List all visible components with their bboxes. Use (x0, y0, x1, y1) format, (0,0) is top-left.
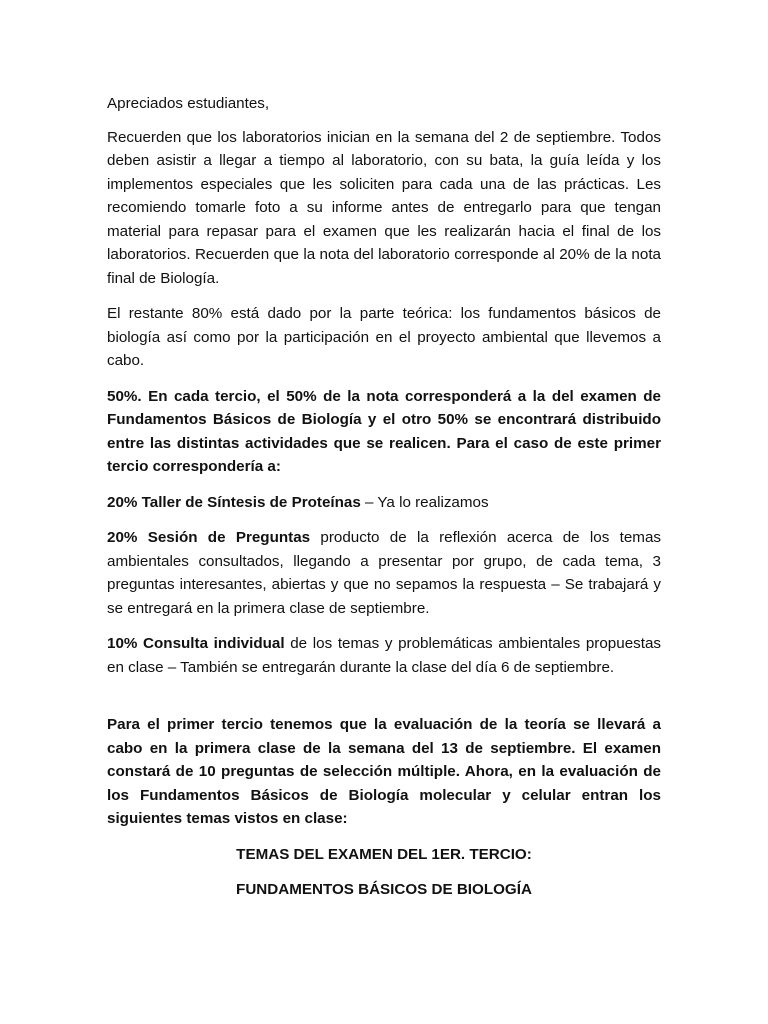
document-page (107, 92, 661, 914)
spacer (107, 691, 661, 713)
item-sesion-preguntas (107, 526, 661, 620)
item-taller-proteinas-text: – Ya lo realizamos (360, 493, 489, 511)
heading-fundamentos: FUNDAMENTOS BÁSICOS DE BIOLOGÍA (236, 881, 532, 898)
item-consulta-individual-text: de los temas y problemáticas ambientales propuestas en clase – También se entregarán durante la clase del día 6 de septiembre. (107, 635, 661, 676)
item-sesion-preguntas-text: producto de la reflexión acerca de los temas ambientales consultados, llegando a presentar por grupo, de cada tema, 3 preguntas interesantes, abiertas y que no sepamos la respuesta – Se trabajará y se entregará en la primera clase de septiembre. (107, 529, 661, 617)
paragraph-distribucion-nota: 50%. En cada tercio, el 50% de la nota corresponderá a la del examen de Fundamentos Básicos de Biología y el otro 50% se encontrará distribuido entre las distintas actividades que se realicen. Para el caso de este primer tercio correspondería a: (107, 387, 661, 475)
item-taller-proteinas-title: 20% Taller de Síntesis de Proteínas (107, 493, 361, 511)
greeting: Apreciados estudiantes, (107, 95, 270, 112)
paragraph-parte-teorica: El restante 80% está dado por la parte teórica: los fundamentos básicos de biología así como por la participación en el proyecto ambiental que llevemos a cabo. (107, 305, 661, 369)
heading-temas-examen: TEMAS DEL EXAMEN DEL 1ER. TERCIO: (236, 845, 532, 863)
item-consulta-individual-title: 10% Consulta individual (107, 635, 285, 652)
paragraph-laboratorios: Recuerden que los laboratorios inician en la semana del 2 de septiembre. Todos deben asistir a llegar a tiempo al laboratorio, con su bata, la guía leída y los implementos especiales que les soliciten para cada una de las prácticas. Les recomiendo tomarle foto a su informe antes de entregarlo para que tengan material para repasar para el examen que les realizarán hacia el final de los laboratorios. Recuerden que la nota del laboratorio corresponde al 20% de la nota final de Biología. (107, 128, 661, 287)
item-consulta-individual (107, 632, 661, 679)
paragraph-primer-tercio: Para el primer tercio tenemos que la evaluación de la teoría se llevará a cabo en la primera clase de la semana del 13 de septiembre. El examen constará de 10 preguntas de selección múltiple. Ahora, en la evaluación de los Fundamentos Básicos de Biología molecular y celular entran los siguientes temas vistos en clase: (107, 716, 661, 827)
item-taller-proteinas (107, 491, 661, 515)
item-sesion-preguntas-title: 20% Sesión de Preguntas (107, 529, 311, 546)
